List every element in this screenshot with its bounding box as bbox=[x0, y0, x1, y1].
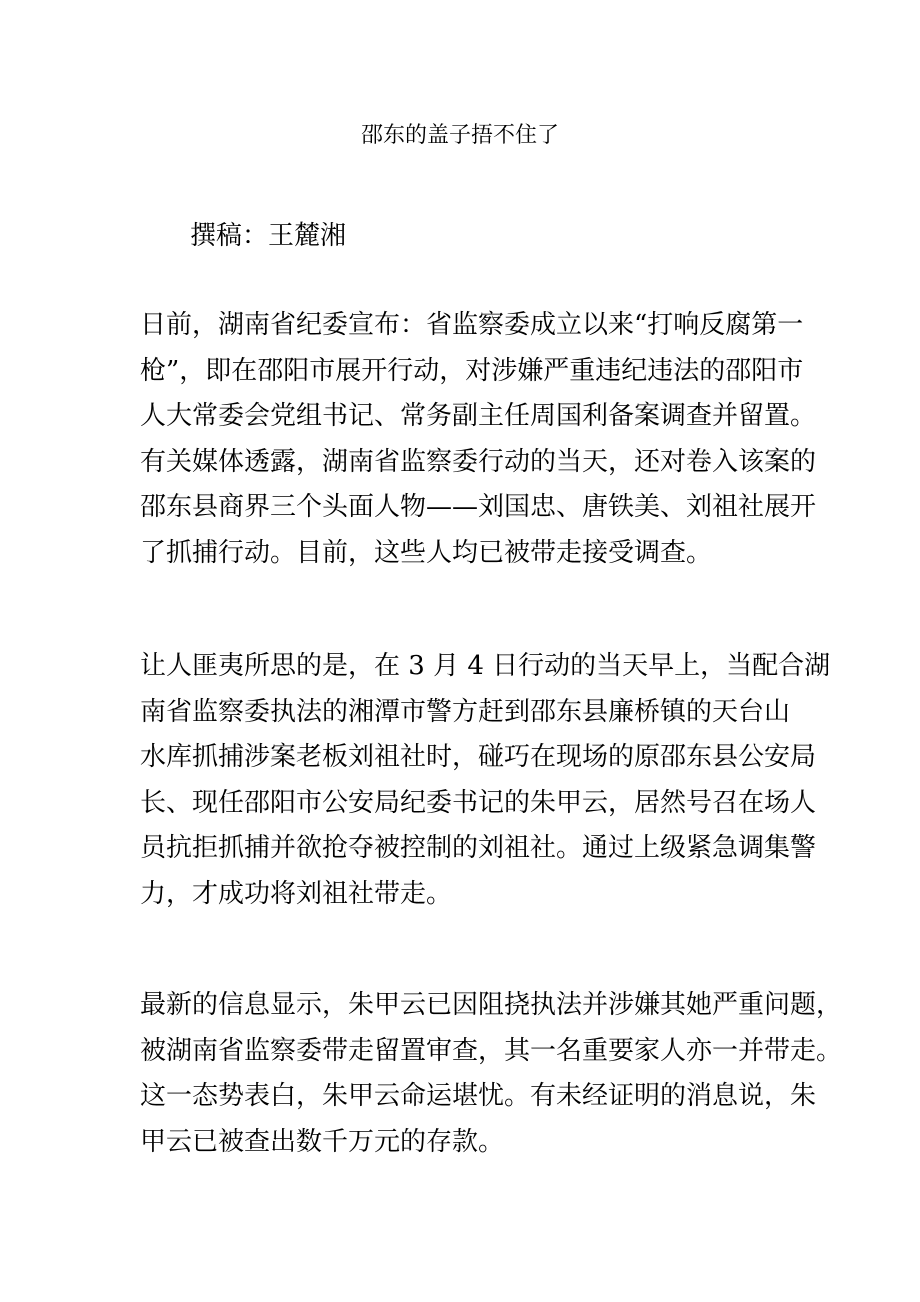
paragraph-line: 南省监察委执法的湘潭市警方赶到邵东县廉桥镇的天台山 bbox=[140, 696, 791, 727]
paragraph-3 bbox=[140, 983, 843, 1165]
paragraph-line: 被湖南省监察委带走留置审查，其一名重要家人亦一并带走。 bbox=[140, 1035, 843, 1066]
paragraph-1 bbox=[140, 303, 817, 576]
paragraph-line: 人大常委会党组书记、常务副主任周国利备案调查并留置。 bbox=[140, 401, 817, 431]
paragraph-line: 了抓捕行动。目前，这些人均已被带走接受调查。 bbox=[140, 537, 713, 568]
paragraph-2 bbox=[140, 644, 831, 917]
author-byline: 撰稿：王麓湘 bbox=[190, 221, 347, 251]
paragraph-line: 最新的信息显示，朱甲云已因阻挠执法并涉嫌其她严重问题， bbox=[140, 990, 843, 1020]
paragraph-line: 这一态势表白，朱甲云命运堪忧。有未经证明的消息说，朱 bbox=[140, 1081, 817, 1111]
paragraph-line: 员抗拒抓捕并欲抢夺被控制的刘祖社。通过上级紧急调集警 bbox=[140, 833, 817, 863]
paragraph-line: 力，才成功将刘祖社带走。 bbox=[140, 878, 453, 909]
paragraph-line: 长、现任邵阳市公安局纪委书记的朱甲云，居然号召在场人 bbox=[140, 787, 817, 818]
paragraph-line: 日前，湖南省纪委宣布：省监察委成立以来“打响反腐第一 bbox=[140, 310, 804, 340]
paragraph-line: 邵东县商界三个头面人物——刘国忠、唐铁美、刘祖社展开 bbox=[140, 492, 817, 522]
paragraph-line: 枪”，即在邵阳市展开行动，对涉嫌严重违纪违法的邵阳市 bbox=[140, 355, 804, 386]
document-title: 邵东的盖子捂不住了 bbox=[360, 123, 559, 148]
paragraph-line: 甲云已被查出数千万元的存款。 bbox=[140, 1126, 505, 1157]
paragraph-line: 让人匪夷所思的是，在 3 月 4 日行动的当天早上，当配合湖 bbox=[140, 651, 831, 681]
paragraph-line: 水库抓捕涉案老板刘祖社时，碰巧在现场的原邵东县公安局 bbox=[140, 742, 817, 772]
paragraph-line: 有关媒体透露，湖南省监察委行动的当天，还对卷入该案的 bbox=[140, 446, 817, 477]
